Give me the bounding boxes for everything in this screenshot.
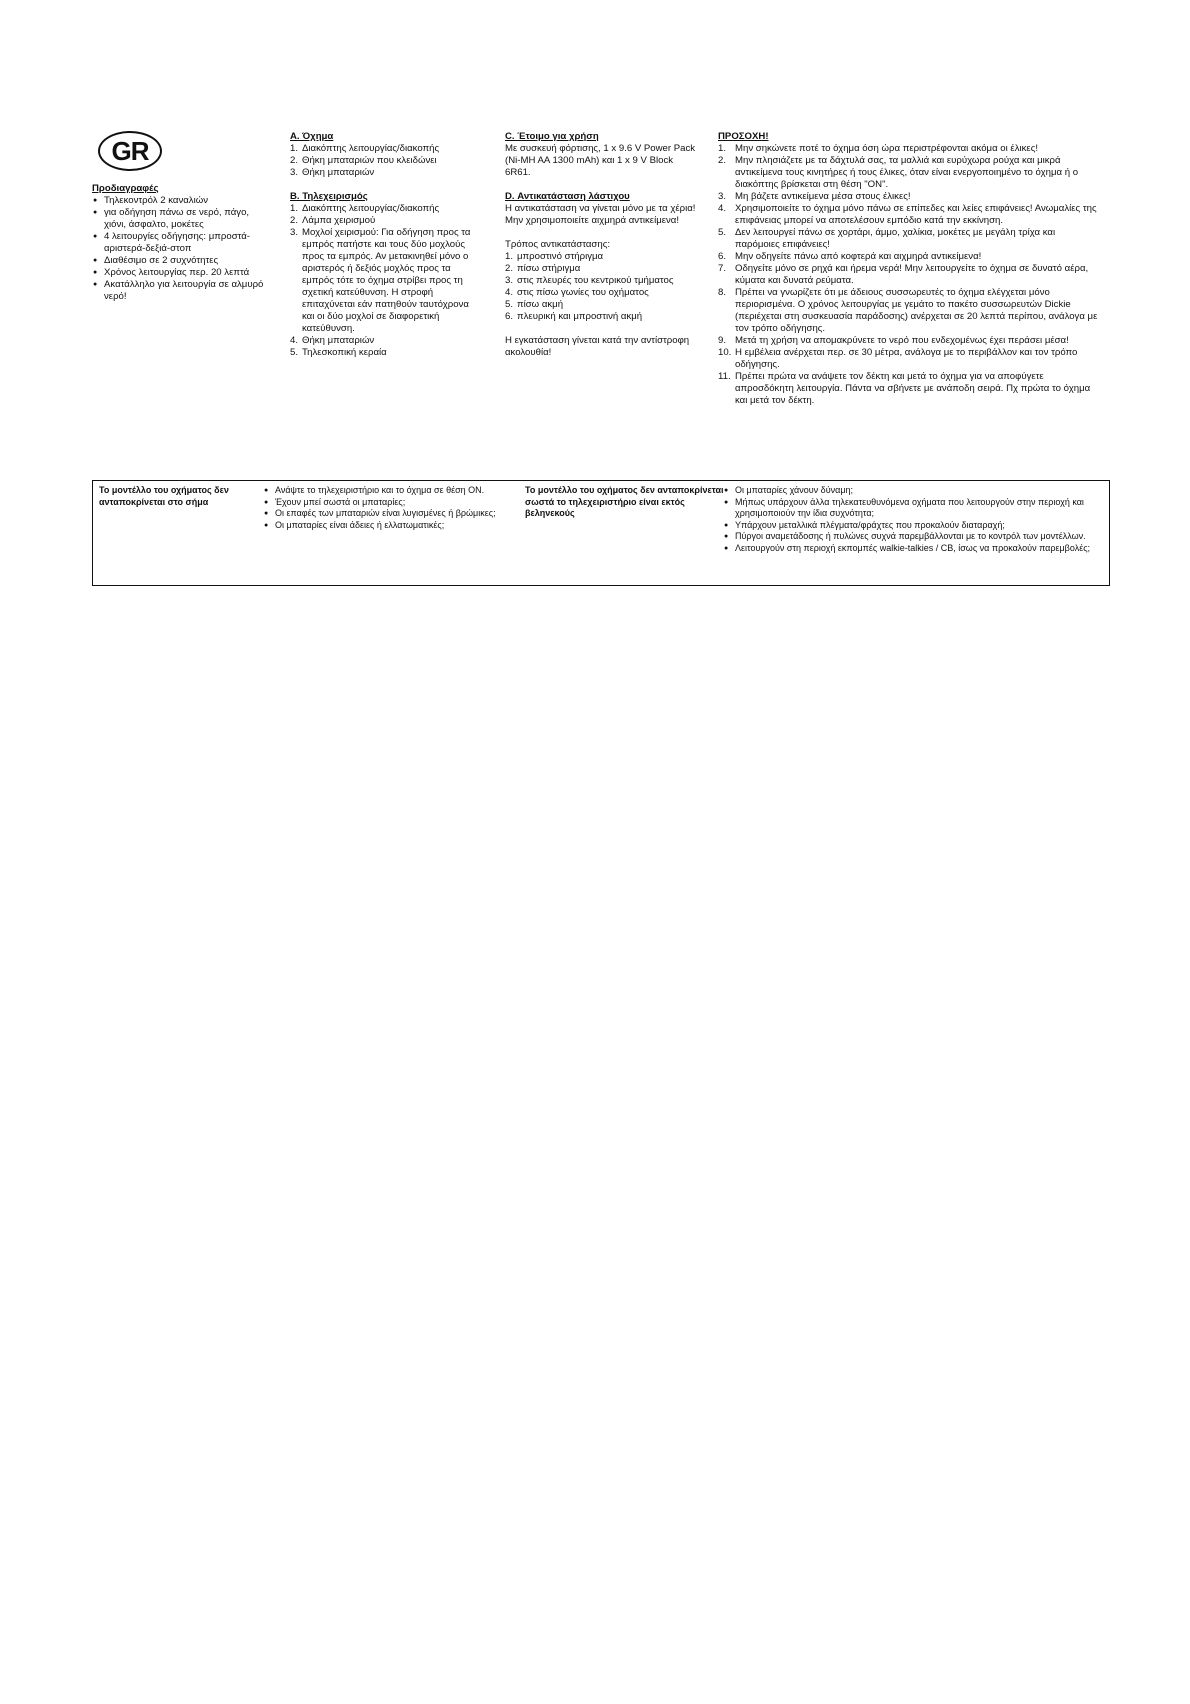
warning-item — [718, 227, 1102, 251]
item-number: 3. — [718, 191, 727, 202]
specs-heading: Προδιαγραφές — [92, 183, 159, 194]
item-number: 3. — [505, 275, 514, 286]
section-a-item — [290, 167, 482, 179]
item-text: Οδηγείτε μόνο σε ρηχά και ήρεμα νερά! Μην λειτουργείτε το όχημα σε δυνατό αέρα, κύματα και δυνατά ρεύματα. — [735, 263, 1089, 286]
section-d-item — [505, 275, 697, 287]
warning-item — [718, 143, 1102, 155]
spec-item: ● Ακατάλληλο για λειτουργία σε αλμυρό νερό! — [92, 279, 264, 303]
item-text: Διακόπτης λειτουργίας/διακοπής — [302, 203, 440, 214]
warning-item — [718, 263, 1102, 287]
warning-item — [718, 203, 1102, 227]
item-number: 7. — [718, 263, 727, 274]
section-d-item — [505, 311, 697, 323]
section-d-item — [505, 287, 697, 299]
item-text: Πρέπει πρώτα να ανάψετε τον δέκτη και μετά το όχημα για να αποφύγετε απροσδόκητη λειτουργία. Πάντα να σβήνετε με ανάποδη σειρά. Πχ πρώτα το όχημα και μετά τον δέκτη. — [735, 371, 1091, 406]
item-text: μπροστινό στήριγμα — [517, 251, 604, 262]
spec-item: ● Χρόνος λειτουργίας περ. 20 λεπτά — [92, 267, 264, 279]
section-c-heading: C. Έτοιμο για χρήση — [505, 131, 599, 142]
warning-item — [718, 347, 1102, 371]
item-text: Λάμπα χειρισμού — [302, 215, 376, 226]
warning-heading: ΠΡΟΣΟΧΗ! — [718, 131, 769, 142]
solutions-out-of-range — [723, 485, 1103, 554]
item-number: 10. — [718, 347, 732, 358]
item-number: 3. — [290, 167, 299, 178]
item-number: 5. — [505, 299, 514, 310]
item-number: 1. — [290, 143, 299, 154]
item-text: Τηλεσκοπική κεραία — [302, 347, 387, 358]
item-text: Μη βάζετε αντικείμενα μέσα στους έλικες! — [735, 191, 911, 202]
item-number: 4. — [505, 287, 514, 298]
item-text: στις πίσω γωνίες του οχήματος — [517, 287, 649, 298]
item-text: Θήκη μπαταριών — [302, 167, 375, 178]
section-b-item — [290, 335, 482, 347]
section-a-item — [290, 143, 482, 155]
item-number: 1. — [290, 203, 299, 214]
solution-item: ● Οι μπαταρίες χάνουν δύναμη; — [723, 485, 1103, 497]
section-b-item — [290, 227, 482, 335]
item-number: 4. — [718, 203, 727, 214]
item-text: Διακόπτης λειτουργίας/διακοπής — [302, 143, 440, 154]
item-number: 1. — [718, 143, 727, 154]
language-badge-gr: GR — [98, 131, 162, 171]
section-d-footer: Η εγκατάσταση γίνεται κατά την αντίστροφη ακολουθία! — [505, 335, 690, 358]
section-d-text: Η αντικατάσταση να γίνεται μόνο με τα χέρια! Μην χρησιμοποιείτε αιχμηρά αντικείμενα! — [505, 203, 696, 226]
solution-item: ● Υπάρχουν μεταλλικά πλέγματα/φράχτες που προκαλούν διαταραχή; — [723, 520, 1103, 532]
solution-item: ● Οι μπαταρίες είναι άδειες ή ελλατωματικές; — [263, 520, 513, 532]
item-number: 2. — [290, 215, 299, 226]
spec-item: ● 4 λειτουργίες οδήγησης: μπροστά-αριστερά-δεξιά-στοπ — [92, 231, 264, 255]
section-a-list — [290, 143, 482, 179]
section-d-subheading: Τρόπος αντικατάστασης: — [505, 239, 610, 250]
section-b-item — [290, 215, 482, 227]
specs-list — [92, 195, 264, 303]
item-text: πλευρική και μπροστινή ακμή — [517, 311, 643, 322]
spec-item: ● για οδήγηση πάνω σε νερό, πάγο, χιόνι, άσφαλτο, μοκέτες — [92, 207, 264, 231]
column-cd — [505, 131, 697, 359]
item-number: 9. — [718, 335, 727, 346]
item-number: 11. — [718, 371, 731, 382]
item-text: Μετά τη χρήση να απομακρύνετε το νερό που ενδεχομένως έχει περάσει μέσα! — [735, 335, 1069, 346]
spec-item: ● Τηλεκοντρόλ 2 καναλιών — [92, 195, 264, 207]
item-number: 8. — [718, 287, 727, 298]
section-c-text: Με συσκευή φόρτισης, 1 x 9.6 V Power Pack (Ni-MH AA 1300 mAh) και 1 x 9 V Block 6R61. — [505, 143, 696, 178]
item-number: 4. — [290, 335, 299, 346]
section-a-item — [290, 155, 482, 167]
item-text: Μην σηκώνετε ποτέ το όχημα όση ώρα περιστρέφονται ακόμα οι έλικες! — [735, 143, 1038, 154]
troubleshooting-table — [92, 480, 1110, 586]
item-text: Χρησιμοποιείτε το όχημα μόνο πάνω σε επίπεδες και λείες επιφάνειες! Ανωμαλίες της επιφάνειας μπορεί να αποτελέσουν εμπόδιο κατά την εκκίνηση. — [735, 203, 1097, 226]
item-number: 6. — [505, 311, 514, 322]
item-number: 3. — [290, 227, 299, 238]
item-number: 1. — [505, 251, 514, 262]
solution-item: ● Ανάψτε το τηλεχειριστήριο και το όχημα σε θέση ON. — [263, 485, 513, 497]
section-d-item — [505, 299, 697, 311]
item-text: Μοχλοί χειρισμού: Για οδήγηση προς τα εμπρός πατήστε και τους δύο μοχλούς προς τα εμπρός. Αν μετακινηθεί μόνο ο αριστερός ή δεξιός μοχλός προς τα εμπρός τότε το όχημα στρίβει προς τη σχετική κατεύθυνση. Η στροφή επιταχύνεται εάν πατηθούν ταυτόχρονα και οι δύο μοχλοί σε διαφορετική κατεύθυνση. — [302, 227, 471, 334]
warning-section — [718, 131, 1102, 407]
solutions-no-response — [263, 485, 513, 531]
warning-item — [718, 251, 1102, 263]
item-text: Θήκη μπαταριών που κλειδώνει — [302, 155, 437, 166]
section-b-heading: B. Τηλεχειρισμός — [290, 191, 368, 202]
item-number: 2. — [718, 155, 727, 166]
problem-no-response: Το μοντέλλο του οχήματος δεν ανταποκρίνεται στο σήμα — [99, 485, 229, 507]
solution-item: ● Πύργοι αναμετάδοσης ή πυλώνες συχνά παρεμβάλλονται με το κοντρόλ των μοντέλλων. — [723, 531, 1103, 543]
warning-item — [718, 335, 1102, 347]
spec-item: ● Διαθέσιμο σε 2 συχνότητες — [92, 255, 264, 267]
item-number: 6. — [718, 251, 727, 262]
item-text: Μην πλησιάζετε με τα δάχτυλά σας, τα μαλλιά και ευρύχωρα ρούχα και μικρά αντικείμενα τους κινητήρες ή τους έλικες, όταν είναι ενεργοποιημένο το όχημα ή ο διακόπτης βρίσκεται στη θέση "ON". — [735, 155, 1079, 190]
item-text: Μην οδηγείτε πάνω από κοφτερά και αιχμηρά αντικείμενα! — [735, 251, 982, 262]
item-number: 2. — [505, 263, 514, 274]
item-text: πίσω ακμή — [517, 299, 564, 310]
warning-item — [718, 371, 1102, 407]
problem-out-of-range: Το μοντέλλο του οχήματος δεν ανταποκρίνεται σωστά το τηλεχειριστήριο είναι εκτός βεληνεκούς — [525, 485, 724, 518]
solution-item: ● Μήπως υπάρχουν άλλα τηλεκατευθυνόμενα οχήματα που λειτουργούν στην περιοχή και χρησιμοποιούν την ίδια συχνότητα; — [723, 497, 1103, 520]
section-d-heading: D. Αντικατάσταση λάστιχου — [505, 191, 630, 202]
warning-item — [718, 155, 1102, 191]
item-text: πίσω στήριγμα — [517, 263, 581, 274]
section-d-item — [505, 263, 697, 275]
warning-item — [718, 287, 1102, 335]
solution-item: ● Λειτουργούν στη περιοχή εκπομπές walkie-talkies / CB, ίσως να προκαλούν παρεμβολές; — [723, 543, 1103, 555]
section-b-list — [290, 203, 482, 359]
item-text: στις πλευρές του κεντρικού τμήματος — [517, 275, 674, 286]
specs-section — [92, 183, 264, 303]
warning-item — [718, 191, 1102, 203]
solution-item: ● Οι επαφές των μπαταριών είναι λυγισμένες ή βρώμικες; — [263, 508, 513, 520]
item-number: 5. — [718, 227, 727, 238]
warning-list — [718, 143, 1102, 407]
solution-item: ● Έχουν μπεί σωστά οι μπαταρίες; — [263, 497, 513, 509]
section-b-item — [290, 203, 482, 215]
item-text: Η εμβέλεια ανέρχεται περ. σε 30 μέτρα, ανάλογα με το περιβάλλον και τον τρόπο οδήγησης. — [735, 347, 1078, 370]
item-text: Πρέπει να γνωρίζετε ότι με άδειους συσσωρευτές το όχημα ελέγχεται μόνο περιορισμένα. Ο χρόνος λειτουργίας με γεμάτο το πακέτο συσσωρευτών Dickie (περιέχεται στη συσκευασία παράδοσης) ανέρχεται σε 20 λεπτά περίπου, ανάλογα με τον τρόπο οδήγησης. — [735, 287, 1098, 334]
item-number: 2. — [290, 155, 299, 166]
item-text: Θήκη μπαταριών — [302, 335, 375, 346]
item-text: Δεν λειτουργεί πάνω σε χορτάρι, άμμο, χαλίκια, μοκέτες με μεγάλη τρίχα και παρόμοιες επιφάνειες! — [735, 227, 1056, 250]
section-d-list — [505, 251, 697, 323]
section-b-item — [290, 347, 482, 359]
column-ab — [290, 131, 482, 359]
section-d-item — [505, 251, 697, 263]
section-a-heading: A. Όχημα — [290, 131, 334, 142]
item-number: 5. — [290, 347, 299, 358]
